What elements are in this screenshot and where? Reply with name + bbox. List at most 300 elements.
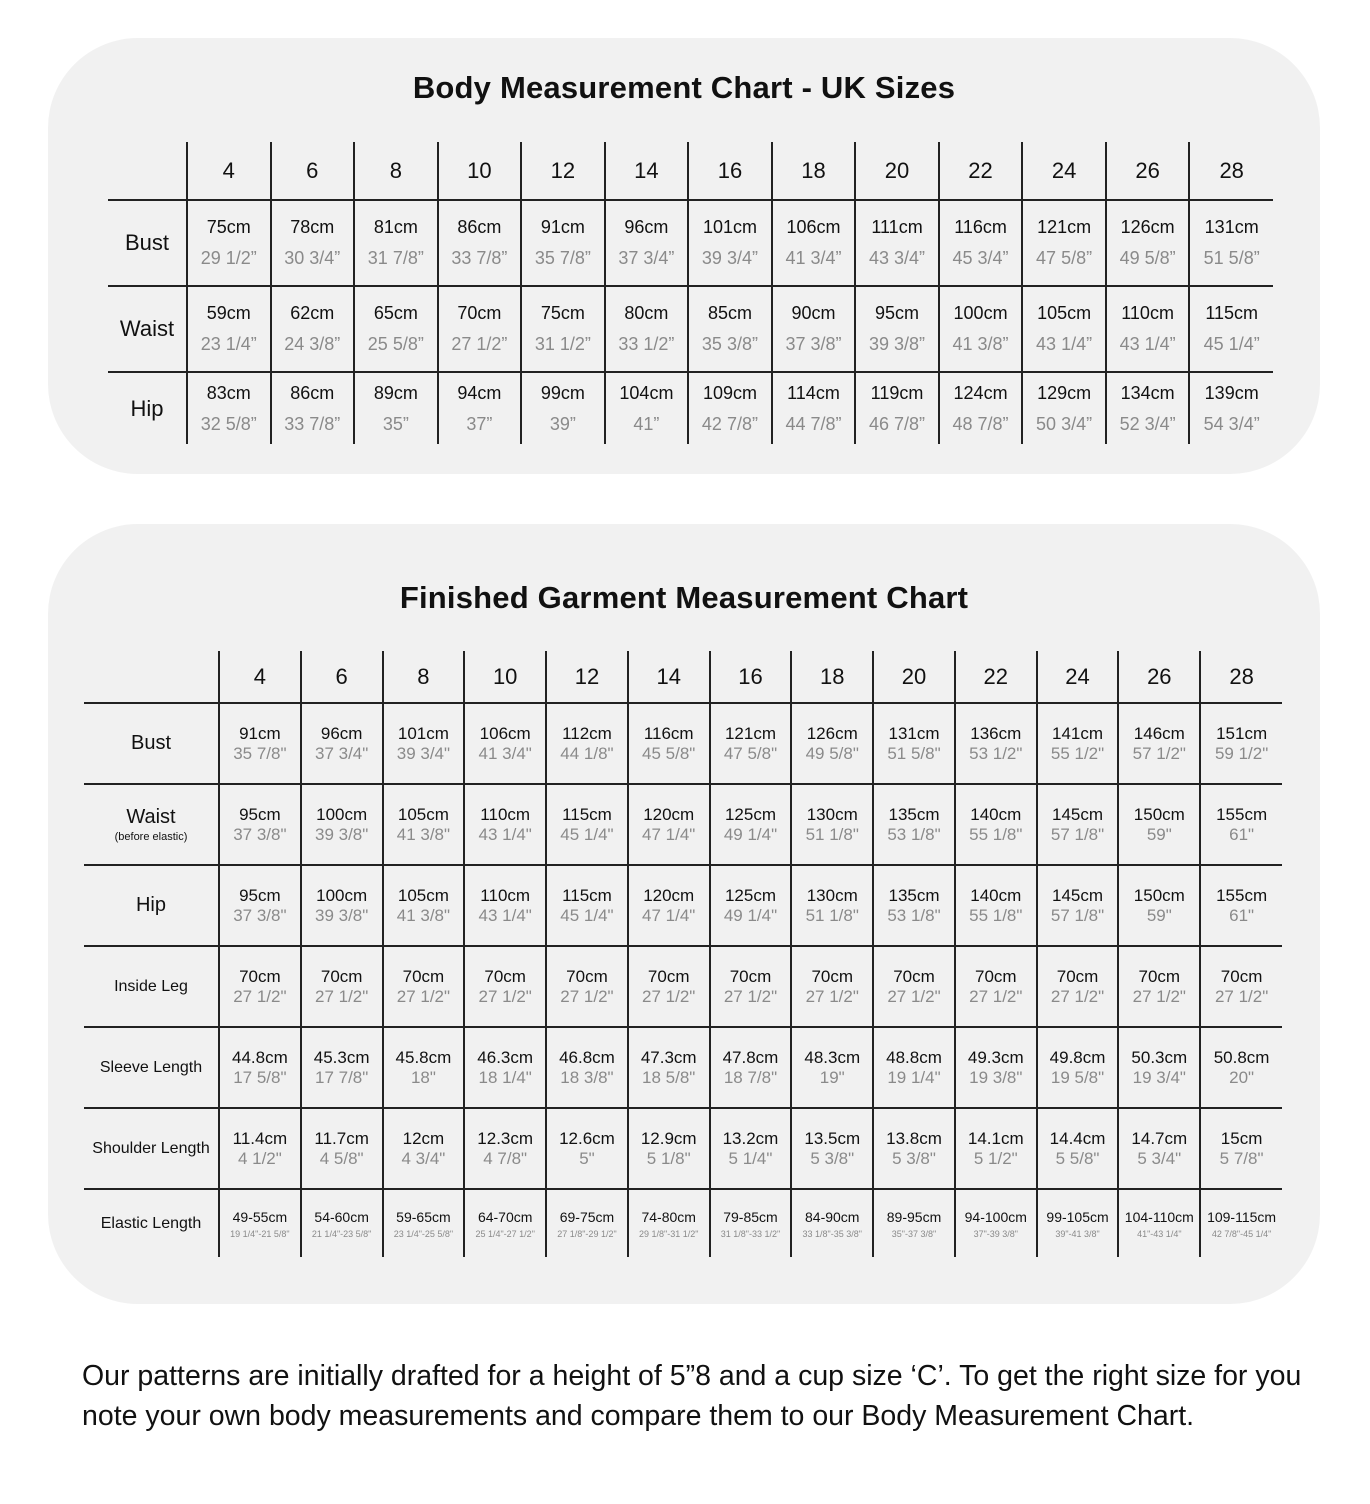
cm-value: 62cm bbox=[290, 303, 335, 323]
cm-value: 116cm bbox=[954, 217, 1007, 237]
measurement-cell bbox=[1037, 865, 1119, 946]
inch-value: 55 1/8" bbox=[969, 905, 1023, 925]
cm-value: 94cm bbox=[457, 382, 502, 403]
inch-value: 57 1/2" bbox=[1132, 743, 1186, 763]
measurement-cell bbox=[1037, 703, 1119, 784]
inch-value: 5 3/8" bbox=[892, 1148, 936, 1168]
cm-value: 129cm bbox=[1037, 382, 1092, 403]
inch-value: 18" bbox=[410, 1067, 436, 1087]
measurement-cell bbox=[301, 865, 383, 946]
cm-value: 46.8cm bbox=[559, 1047, 615, 1067]
measurement-cell bbox=[354, 200, 438, 286]
cm-value: 70cm bbox=[974, 966, 1017, 986]
measurement-cell bbox=[219, 1189, 301, 1257]
size-header: 22 bbox=[955, 651, 1037, 703]
inch-value: 54 3/4” bbox=[1203, 413, 1260, 434]
cm-value: 121cm bbox=[724, 723, 776, 743]
inch-value: 51 5/8" bbox=[887, 743, 941, 763]
measurement-row bbox=[84, 784, 1282, 865]
cm-value: 106cm bbox=[479, 723, 531, 743]
inch-value: 31 1/8"-33 1/2" bbox=[720, 1228, 781, 1239]
measurement-cell bbox=[464, 1027, 546, 1108]
inch-value: 49 1/4" bbox=[723, 905, 778, 925]
measurement-cell bbox=[1022, 372, 1106, 444]
cm-value: 150cm bbox=[1133, 804, 1185, 824]
inch-value: 37"-39 3/8" bbox=[973, 1228, 1018, 1239]
cm-value: 89-95cm bbox=[886, 1208, 942, 1225]
cm-value: 105cm bbox=[1037, 303, 1092, 323]
row-label bbox=[84, 865, 219, 946]
cm-value: 86cm bbox=[290, 382, 335, 403]
cm-value: 65cm bbox=[373, 303, 418, 323]
cm-value: 134cm bbox=[1120, 382, 1175, 403]
inch-value: 46 7/8” bbox=[868, 413, 926, 434]
inch-value: 51 1/8" bbox=[805, 824, 859, 844]
inch-value: 19 3/8" bbox=[969, 1067, 1023, 1087]
cm-value: 70cm bbox=[239, 966, 281, 986]
cm-value: 105cm bbox=[397, 885, 449, 905]
measurement-cell bbox=[791, 865, 873, 946]
cm-value: 85cm bbox=[707, 303, 752, 323]
inch-value: 41"-43 1/4" bbox=[1137, 1228, 1182, 1239]
cm-value: 115cm bbox=[1205, 303, 1259, 323]
measurement-cell bbox=[791, 703, 873, 784]
measurement-cell bbox=[939, 372, 1023, 444]
cm-value: 45.3cm bbox=[313, 1047, 370, 1067]
measurement-cell bbox=[383, 865, 465, 946]
measurement-cell bbox=[1106, 372, 1190, 444]
cm-value: 105cm bbox=[397, 804, 449, 824]
measurement-cell bbox=[301, 784, 383, 865]
cm-value: 99cm bbox=[540, 382, 585, 403]
cm-value: 14.4cm bbox=[1049, 1128, 1106, 1148]
cm-value: 49.8cm bbox=[1049, 1047, 1106, 1067]
inch-value: 27 1/2" bbox=[1050, 986, 1105, 1006]
cm-value: 130cm bbox=[806, 885, 858, 905]
measurement-cell bbox=[772, 372, 856, 444]
measurement-cell bbox=[605, 372, 689, 444]
inch-value: 39 3/8" bbox=[314, 824, 369, 844]
measurement-cell bbox=[939, 200, 1023, 286]
garment-measurement-card bbox=[48, 524, 1320, 1304]
size-header: 28 bbox=[1200, 651, 1282, 703]
measurement-row bbox=[108, 286, 1273, 372]
inch-value: 45 1/4" bbox=[560, 824, 614, 844]
cm-value: 11.7cm bbox=[314, 1128, 369, 1148]
size-header: 26 bbox=[1118, 651, 1200, 703]
measurement-cell bbox=[1037, 1108, 1119, 1189]
inch-value: 5 3/8" bbox=[810, 1148, 855, 1168]
inch-value: 27 1/2" bbox=[805, 986, 859, 1006]
measurement-cell bbox=[628, 703, 710, 784]
cm-value: 13.2cm bbox=[722, 1128, 779, 1148]
inch-value: 37 3/8" bbox=[233, 905, 287, 925]
row-label bbox=[84, 784, 219, 865]
measurement-cell bbox=[873, 1108, 955, 1189]
measurement-row bbox=[84, 703, 1282, 784]
cm-value: 131cm bbox=[1204, 217, 1259, 237]
measurement-cell bbox=[688, 200, 772, 286]
inch-value: 39"-41 3/8" bbox=[1055, 1228, 1100, 1239]
size-header: 10 bbox=[464, 651, 546, 703]
cm-value: 81cm bbox=[373, 217, 418, 237]
row-label-text: Hip bbox=[135, 894, 166, 916]
measurement-cell bbox=[1022, 200, 1106, 286]
measurement-cell bbox=[1189, 200, 1273, 286]
measurement-cell bbox=[873, 1027, 955, 1108]
cm-value: 145cm bbox=[1052, 885, 1104, 905]
inch-value: 45 3/4” bbox=[952, 248, 1009, 268]
measurement-cell bbox=[955, 784, 1037, 865]
measurement-cell bbox=[464, 1189, 546, 1257]
size-header: 6 bbox=[271, 142, 355, 200]
measurement-cell bbox=[791, 1027, 873, 1108]
cm-value: 141cm bbox=[1052, 723, 1104, 743]
inch-value: 59" bbox=[1146, 824, 1172, 844]
inch-value: 59" bbox=[1146, 905, 1172, 925]
body-measurement-card bbox=[48, 38, 1320, 474]
inch-value: 35 7/8” bbox=[534, 248, 591, 268]
cm-value: 101cm bbox=[397, 723, 449, 743]
measurement-cell bbox=[1022, 286, 1106, 372]
cm-value: 70cm bbox=[402, 966, 445, 986]
cm-value: 70cm bbox=[893, 966, 935, 986]
cm-value: 70cm bbox=[566, 966, 608, 986]
inch-value: 27 1/2" bbox=[233, 986, 287, 1006]
measurement-cell bbox=[1189, 286, 1273, 372]
size-header: 8 bbox=[383, 651, 465, 703]
measurement-cell bbox=[1200, 703, 1282, 784]
measurement-cell bbox=[628, 1189, 710, 1257]
cm-value: 110cm bbox=[1121, 303, 1174, 323]
cm-value: 54-60cm bbox=[314, 1208, 369, 1225]
cm-value: 69-75cm bbox=[559, 1208, 615, 1225]
measurement-cell bbox=[628, 1027, 710, 1108]
row-label-text: Shoulder Length bbox=[92, 1139, 210, 1157]
measurement-cell bbox=[301, 946, 383, 1027]
row-label bbox=[108, 200, 187, 286]
cm-value: 95cm bbox=[875, 303, 920, 323]
cm-value: 70cm bbox=[320, 966, 363, 986]
measurement-cell bbox=[710, 865, 792, 946]
inch-value: 19 1/4" bbox=[887, 1067, 941, 1087]
size-header: 16 bbox=[688, 142, 772, 200]
measurement-cell bbox=[955, 1108, 1037, 1189]
cm-value: 48.3cm bbox=[804, 1047, 861, 1067]
cm-value: 74-80cm bbox=[641, 1208, 696, 1225]
measurement-cell bbox=[772, 286, 856, 372]
inch-value: 43 1/4" bbox=[478, 824, 532, 844]
inch-value: 37 3/4" bbox=[314, 743, 369, 763]
measurement-cell bbox=[710, 703, 792, 784]
inch-value: 48 7/8” bbox=[952, 413, 1009, 434]
cm-value: 12cm bbox=[402, 1128, 445, 1148]
size-header: 22 bbox=[939, 142, 1023, 200]
measurement-cell bbox=[438, 286, 522, 372]
measurement-row bbox=[84, 865, 1282, 946]
inch-value: 47 1/4" bbox=[642, 905, 696, 925]
inch-value: 43 1/4” bbox=[1119, 334, 1176, 354]
cm-value: 90cm bbox=[791, 303, 836, 323]
inch-value: 41” bbox=[633, 413, 660, 434]
cm-value: 86cm bbox=[457, 217, 502, 237]
measurement-cell bbox=[354, 372, 438, 444]
measurement-cell bbox=[187, 372, 271, 444]
measurement-cell bbox=[1118, 703, 1200, 784]
inch-value: 5" bbox=[579, 1148, 595, 1168]
measurement-row bbox=[84, 1108, 1282, 1189]
inch-value: 33 7/8” bbox=[284, 413, 341, 434]
cm-value: 70cm bbox=[647, 966, 690, 986]
measurement-cell bbox=[1118, 946, 1200, 1027]
cm-value: 70cm bbox=[1056, 966, 1099, 986]
inch-value: 35 3/8” bbox=[701, 334, 758, 354]
cm-value: 14.7cm bbox=[1131, 1128, 1188, 1148]
row-label bbox=[84, 703, 219, 784]
measurement-cell bbox=[1200, 784, 1282, 865]
cm-value: 12.9cm bbox=[640, 1128, 697, 1148]
size-header: 18 bbox=[791, 651, 873, 703]
inch-value: 39 3/8” bbox=[868, 334, 926, 354]
measurement-cell bbox=[628, 865, 710, 946]
cm-value: 145cm bbox=[1052, 804, 1104, 824]
inch-value: 39 3/4” bbox=[701, 248, 758, 268]
inch-value: 47 5/8" bbox=[723, 743, 778, 763]
inch-value: 23 1/4"-25 5/8" bbox=[393, 1228, 454, 1239]
size-header: 10 bbox=[438, 142, 522, 200]
inch-value: 18 1/4" bbox=[478, 1067, 532, 1087]
cm-value: 83cm bbox=[206, 382, 251, 403]
inch-value: 29 1/8"-31 1/2" bbox=[638, 1228, 699, 1239]
inch-value: 35 7/8" bbox=[233, 743, 287, 763]
measurement-cell bbox=[464, 784, 546, 865]
measurement-cell bbox=[219, 946, 301, 1027]
inch-value: 27 1/2" bbox=[314, 986, 369, 1006]
inch-value: 41 3/8" bbox=[396, 905, 451, 925]
measurement-cell bbox=[521, 372, 605, 444]
size-header: 6 bbox=[301, 651, 383, 703]
inch-value: 4 3/4" bbox=[401, 1148, 446, 1168]
measurement-cell bbox=[1200, 865, 1282, 946]
cm-value: 15cm bbox=[1220, 1128, 1263, 1148]
sizing-footnote: Our patterns are initially drafted for a height of 5”8 and a cup size ‘C’. To get the right size for you note your own body measurements and compare them to our Body Measurement Chart. bbox=[82, 1360, 1302, 1432]
measurement-cell bbox=[873, 703, 955, 784]
measurement-cell bbox=[271, 200, 355, 286]
cm-value: 131cm bbox=[888, 723, 940, 743]
row-label-text: Elastic Length bbox=[100, 1214, 202, 1232]
cm-value: 146cm bbox=[1133, 723, 1185, 743]
inch-value: 55 1/2" bbox=[1050, 743, 1105, 763]
measurement-cell bbox=[1200, 1108, 1282, 1189]
inch-value: 27 1/2" bbox=[1214, 986, 1269, 1006]
cm-value: 130cm bbox=[806, 804, 858, 824]
measurement-cell bbox=[688, 286, 772, 372]
measurement-cell bbox=[187, 286, 271, 372]
measurement-cell bbox=[873, 865, 955, 946]
cm-value: 14.1cm bbox=[967, 1128, 1024, 1148]
inch-value: 33 1/8"-35 3/8" bbox=[802, 1228, 862, 1239]
size-header: 8 bbox=[354, 142, 438, 200]
cm-value: 109-115cm bbox=[1207, 1208, 1277, 1225]
measurement-cell bbox=[628, 1108, 710, 1189]
header-corner bbox=[84, 651, 219, 703]
inch-value: 37 3/8” bbox=[785, 334, 842, 354]
inch-value: 33 1/2” bbox=[618, 334, 675, 354]
inch-value: 47 1/4" bbox=[642, 824, 696, 844]
cm-value: 11.4cm bbox=[232, 1128, 288, 1148]
inch-value: 24 3/8” bbox=[284, 334, 341, 354]
inch-value: 4 5/8" bbox=[319, 1148, 364, 1168]
cm-value: 91cm bbox=[540, 217, 585, 237]
cm-value: 95cm bbox=[239, 804, 281, 824]
measurement-cell bbox=[219, 865, 301, 946]
cm-value: 70cm bbox=[811, 966, 854, 986]
inch-value: 20" bbox=[1229, 1067, 1255, 1087]
inch-value: 35” bbox=[382, 413, 409, 434]
size-header: 4 bbox=[187, 142, 271, 200]
cm-value: 120cm bbox=[643, 885, 695, 905]
measurement-cell bbox=[383, 1108, 465, 1189]
inch-value: 49 5/8" bbox=[805, 743, 859, 763]
cm-value: 79-85cm bbox=[723, 1208, 778, 1225]
cm-value: 151cm bbox=[1216, 723, 1268, 743]
cm-value: 46.3cm bbox=[477, 1047, 534, 1067]
cm-value: 78cm bbox=[290, 217, 335, 237]
cm-value: 13.5cm bbox=[804, 1128, 861, 1148]
inch-value: 27 1/2" bbox=[969, 986, 1023, 1006]
row-label bbox=[84, 946, 219, 1027]
measurement-cell bbox=[219, 1108, 301, 1189]
cm-value: 100cm bbox=[316, 804, 368, 824]
cm-value: 121cm bbox=[1037, 217, 1092, 237]
measurement-cell bbox=[1037, 1027, 1119, 1108]
measurement-cell bbox=[710, 1108, 792, 1189]
measurement-cell bbox=[354, 286, 438, 372]
measurement-cell bbox=[301, 703, 383, 784]
row-label-text: Hip bbox=[130, 395, 164, 421]
measurement-cell bbox=[1200, 946, 1282, 1027]
measurement-cell bbox=[383, 703, 465, 784]
size-header: 14 bbox=[628, 651, 710, 703]
inch-value: 57 1/8" bbox=[1050, 824, 1105, 844]
inch-value: 61" bbox=[1229, 824, 1255, 844]
measurement-cell bbox=[546, 1108, 628, 1189]
inch-value: 18 3/8" bbox=[560, 1067, 614, 1087]
inch-value: 4 1/2" bbox=[237, 1148, 282, 1168]
cm-value: 155cm bbox=[1216, 885, 1268, 905]
inch-value: 43 1/4” bbox=[1036, 334, 1093, 354]
measurement-cell bbox=[546, 1027, 628, 1108]
cm-value: 119cm bbox=[870, 382, 924, 403]
measurement-cell bbox=[939, 286, 1023, 372]
inch-value: 27 1/2" bbox=[887, 986, 941, 1006]
measurement-cell bbox=[605, 200, 689, 286]
inch-value: 5 1/8" bbox=[646, 1148, 691, 1168]
cm-value: 139cm bbox=[1204, 382, 1259, 403]
measurement-cell bbox=[873, 784, 955, 865]
cm-value: 125cm bbox=[724, 804, 776, 824]
inch-value: 57 1/8" bbox=[1050, 905, 1105, 925]
cm-value: 110cm bbox=[480, 804, 531, 824]
measurement-cell bbox=[955, 1189, 1037, 1257]
row-label bbox=[84, 1027, 219, 1108]
cm-value: 116cm bbox=[643, 723, 694, 743]
inch-value: 51 5/8” bbox=[1203, 248, 1260, 268]
measurement-cell bbox=[955, 946, 1037, 1027]
inch-value: 17 5/8" bbox=[233, 1067, 287, 1087]
cm-value: 126cm bbox=[1120, 217, 1175, 237]
inch-value: 41 3/8" bbox=[396, 824, 451, 844]
inch-value: 44 7/8” bbox=[785, 413, 842, 434]
inch-value: 45 5/8" bbox=[642, 743, 696, 763]
cm-value: 44.8cm bbox=[232, 1047, 288, 1067]
inch-value: 37” bbox=[466, 413, 493, 434]
size-header: 12 bbox=[521, 142, 605, 200]
cm-value: 80cm bbox=[624, 303, 669, 323]
inch-value: 52 3/4” bbox=[1119, 413, 1176, 434]
measurement-cell bbox=[710, 946, 792, 1027]
cm-value: 104cm bbox=[619, 382, 674, 403]
inch-value: 31 1/2” bbox=[534, 334, 591, 354]
cm-value: 96cm bbox=[624, 217, 669, 237]
inch-value: 29 1/2” bbox=[200, 248, 257, 268]
inch-value: 55 1/8" bbox=[969, 824, 1023, 844]
size-header: 4 bbox=[219, 651, 301, 703]
cm-value: 114cm bbox=[787, 382, 840, 403]
cm-value: 112cm bbox=[562, 723, 612, 743]
measurement-cell bbox=[873, 1189, 955, 1257]
cm-value: 124cm bbox=[953, 382, 1008, 403]
inch-value: 31 7/8” bbox=[367, 248, 424, 268]
measurement-cell bbox=[1106, 286, 1190, 372]
inch-value: 39” bbox=[549, 413, 576, 434]
cm-value: 59-65cm bbox=[396, 1208, 451, 1225]
size-header: 24 bbox=[1022, 142, 1106, 200]
cm-value: 70cm bbox=[1138, 966, 1181, 986]
cm-value: 111cm bbox=[871, 217, 923, 237]
size-header: 28 bbox=[1189, 142, 1273, 200]
cm-value: 110cm bbox=[480, 885, 531, 905]
inch-value: 32 5/8” bbox=[200, 413, 257, 434]
inch-value: 21 1/4"-23 5/8" bbox=[311, 1228, 372, 1239]
cm-value: 100cm bbox=[953, 303, 1008, 323]
inch-value: 37 3/4” bbox=[618, 248, 675, 268]
row-label-text: Bust bbox=[124, 230, 170, 255]
measurement-row bbox=[84, 1027, 1282, 1108]
measurement-cell bbox=[383, 946, 465, 1027]
inch-value: 23 1/4” bbox=[200, 334, 257, 354]
row-label-text: Sleeve Length bbox=[99, 1058, 203, 1076]
inch-value: 49 1/4" bbox=[723, 824, 778, 844]
size-header: 18 bbox=[772, 142, 856, 200]
inch-value: 27 1/8"-29 1/2" bbox=[557, 1228, 617, 1239]
measurement-cell bbox=[546, 946, 628, 1027]
inch-value: 17 7/8" bbox=[314, 1067, 369, 1087]
measurement-row bbox=[84, 946, 1282, 1027]
cm-value: 89cm bbox=[373, 382, 418, 403]
cm-value: 91cm bbox=[239, 723, 281, 743]
measurement-cell bbox=[1106, 200, 1190, 286]
cm-value: 59cm bbox=[206, 303, 251, 323]
cm-value: 13.8cm bbox=[886, 1128, 942, 1148]
cm-value: 50.8cm bbox=[1213, 1047, 1270, 1067]
inch-value: 33 7/8” bbox=[451, 248, 508, 268]
inch-value: 53 1/8" bbox=[887, 905, 941, 925]
cm-value: 140cm bbox=[970, 804, 1022, 824]
cm-value: 70cm bbox=[1220, 966, 1263, 986]
inch-value: 27 1/2" bbox=[1132, 986, 1186, 1006]
inch-value: 19 5/8" bbox=[1050, 1067, 1105, 1087]
